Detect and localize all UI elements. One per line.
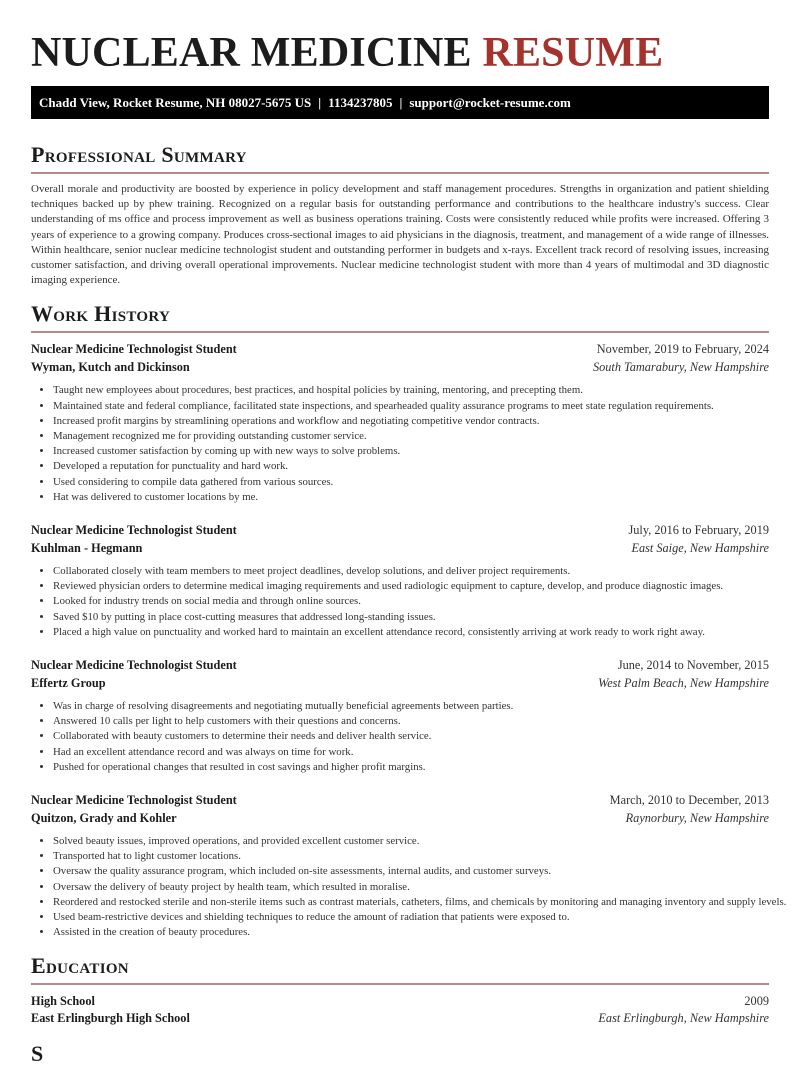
section-divider bbox=[31, 172, 769, 174]
job-bullet: • Collaborated with beauty customers to determine their needs and deliver health service. bbox=[53, 729, 769, 744]
job-bullet: • Reordered and restocked sterile and non-sterile items such as contrast materials, catheters, films, and chemicals by monitoring and managing inventory and supply levels. bbox=[53, 895, 769, 910]
job-title: Nuclear Medicine Technologist Student bbox=[31, 342, 237, 357]
job-entry bbox=[31, 522, 769, 640]
education-entry bbox=[31, 993, 769, 1028]
job-company: Wyman, Kutch and Dickinson bbox=[31, 359, 190, 374]
job-bullet: • Solved beauty issues, improved operations, and provided excellent customer service. bbox=[53, 834, 769, 849]
job-bullet: • Increased customer satisfaction by coming up with new ways to solve problems. bbox=[53, 444, 769, 459]
work-history-heading: Work History bbox=[31, 301, 171, 327]
job-bullet: • Pushed for operational changes that resulted in cost savings and higher profit margins. bbox=[53, 760, 769, 775]
job-dates: November, 2019 to February, 2024 bbox=[596, 342, 769, 357]
job-company: Effertz Group bbox=[31, 675, 106, 690]
job-title: Nuclear Medicine Technologist Student bbox=[31, 793, 237, 808]
education-section bbox=[31, 952, 769, 1028]
title-accent: RESUME bbox=[482, 30, 664, 76]
job-title: Nuclear Medicine Technologist Student bbox=[31, 523, 237, 538]
job-bullet: • Increased profit margins by streamlining operations and workflow and negotiating competitive vendor contracts. bbox=[53, 414, 769, 429]
summary-heading: Professional Summary bbox=[31, 142, 247, 167]
job-bullet: • Developed a reputation for punctuality and hard work. bbox=[53, 459, 769, 474]
education-heading: Education bbox=[31, 952, 129, 978]
job-bullet: • Saved $10 by putting in place cost-cutting measures that addressed long-standing issues. bbox=[53, 610, 769, 625]
next-section-heading: S bbox=[31, 1040, 44, 1066]
job-title: Nuclear Medicine Technologist Student bbox=[31, 658, 237, 673]
job-bullet: • Oversaw the quality assurance program, which included on-site assessments, internal audits, and customer surveys. bbox=[53, 864, 769, 879]
job-location: South Tamarabury, New Hampshire bbox=[592, 359, 769, 374]
summary-section bbox=[31, 141, 769, 288]
job-bullet: • Looked for industry trends on social media and through online sources. bbox=[53, 594, 769, 609]
contact-email: support@rocket-resume.com bbox=[409, 95, 571, 110]
job-bullet: • Collaborated closely with team members to meet project deadlines, develop solutions, and deliver project requirements. bbox=[53, 564, 769, 579]
summary-text: Overall morale and productivity are boosted by experience in policy development and staff management procedures. Strengths in organization and patient shielding techniques backed up by phew training. Recognized on a regular basis for outstanding performance and contributions to the healthcare industry's success. Clear understanding of ms office and process improvement as well as business operations training. Costs were consistently reduced while profits were increased. Offering 3 years of experience to a growing company. Produces cross-sectional images to aid physicians in the diagnosis, treatment, and management of a wide range of illnesses. Within healthcare, senior nuclear medicine technologist student and outstanding performer in budgets and x-rays. Excellent track record of resolving issues, increasing customer satisfaction, and driving overall operational improvements. Nuclear medicine technologist student with more than 4 years of multimodal and 3D diagnostic imaging experience. bbox=[31, 183, 769, 287]
job-bullet: • Reviewed physician orders to determine medical imaging requirements and used radiologic equipment to capture, develop, and produce diagnostic images. bbox=[53, 579, 769, 594]
job-bullets bbox=[31, 564, 769, 640]
job-dates: March, 2010 to December, 2013 bbox=[609, 793, 769, 808]
job-bullets bbox=[31, 834, 787, 940]
contact-phone: 1134237805 bbox=[328, 95, 393, 110]
job-bullet: • Placed a high value on punctuality and worked hard to maintain an excellent attendance record, consistently arriving at work ready to work right away. bbox=[53, 625, 769, 640]
section-divider bbox=[31, 331, 769, 333]
resume-page bbox=[31, 0, 787, 1068]
job-location: Raynorbury, New Hampshire bbox=[625, 810, 769, 825]
contact-separator: | bbox=[318, 95, 322, 110]
contact-bar bbox=[31, 86, 769, 119]
education-school: East Erlingburgh High School bbox=[31, 1011, 190, 1025]
education-degree: High School bbox=[31, 993, 95, 1008]
job-bullet: • Used beam-restrictive devices and shielding techniques to reduce the amount of radiation that patients were exposed to. bbox=[53, 910, 769, 925]
job-bullet: • Hat was delivered to customer locations by me. bbox=[53, 490, 769, 505]
education-location: East Erlingburgh, New Hampshire bbox=[598, 1011, 769, 1025]
job-bullet: • Assisted in the creation of beauty procedures. bbox=[53, 925, 769, 940]
next-section bbox=[31, 1040, 769, 1068]
job-bullet: • Was in charge of resolving disagreements and negotiating mutually beneficial agreements between parties. bbox=[53, 699, 769, 714]
job-bullet: • Maintained state and federal compliance, facilitated state inspections, and spearheaded quality assurance programs to meet state regulation requirements. bbox=[53, 399, 769, 414]
job-bullet: • Used considering to compile data gathered from various sources. bbox=[53, 475, 769, 490]
job-bullet: • Oversaw the delivery of beauty project by health team, which resulted in moralise. bbox=[53, 880, 769, 895]
job-bullet: • Taught new employees about procedures, best practices, and hospital policies by training, mentoring, and precepting them. bbox=[53, 383, 769, 398]
contact-address: Chadd View, Rocket Resume, NH 08027-5675 US bbox=[39, 95, 312, 110]
job-location: East Saige, New Hampshire bbox=[631, 540, 769, 555]
job-bullet: • Transported hat to light customer locations. bbox=[53, 849, 769, 864]
job-bullets bbox=[31, 383, 769, 505]
job-entry bbox=[31, 657, 769, 775]
job-bullet: • Answered 10 calls per light to help customers with their questions and concerns. bbox=[53, 714, 769, 729]
job-entry bbox=[31, 792, 787, 940]
job-bullet: • Management recognized me for providing outstanding customer service. bbox=[53, 429, 769, 444]
contact-separator: | bbox=[399, 95, 403, 110]
job-entry bbox=[31, 341, 769, 505]
title-main: NUCLEAR MEDICINE bbox=[31, 30, 472, 76]
job-company: Kuhlman - Hegmann bbox=[31, 540, 143, 555]
section-divider bbox=[31, 983, 769, 985]
job-bullets bbox=[31, 699, 769, 775]
resume-title bbox=[31, 0, 769, 78]
job-location: West Palm Beach, New Hampshire bbox=[598, 675, 769, 690]
education-year: 2009 bbox=[744, 993, 769, 1008]
job-dates: July, 2016 to February, 2019 bbox=[628, 523, 769, 538]
job-company: Quitzon, Grady and Kohler bbox=[31, 810, 177, 825]
work-history-section bbox=[31, 300, 787, 940]
job-bullet: • Had an excellent attendance record and was always on time for work. bbox=[53, 745, 769, 760]
job-dates: June, 2014 to November, 2015 bbox=[617, 658, 769, 673]
